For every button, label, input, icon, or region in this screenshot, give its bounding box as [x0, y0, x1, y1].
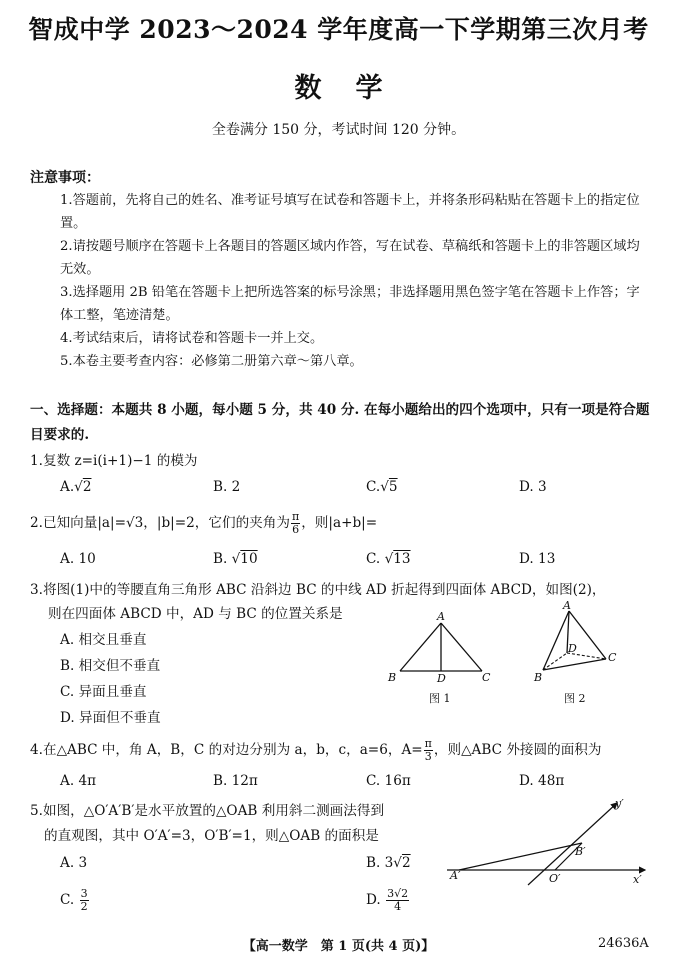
- label-B: B: [388, 671, 397, 684]
- q2-option-a: A. 10: [60, 551, 96, 567]
- figure-2: [528, 597, 648, 710]
- q3-option-d: D. 异面但不垂直: [60, 710, 161, 726]
- q4-option-b: B. 12π: [213, 773, 258, 789]
- q5-option-b: B. 3√2: [366, 855, 411, 871]
- label-C: C: [482, 671, 491, 684]
- paper-code: 24636A: [598, 936, 649, 951]
- subject-title: 数学: [294, 73, 417, 104]
- q4-option-d: D. 48π: [519, 773, 565, 789]
- question-5-line2: 的直观图，其中 O′A′=3，O′B′=1，则△OAB 的面积是: [44, 828, 379, 844]
- page-footer: 【高一数学 第 1 页(共 4 页)】: [242, 939, 435, 954]
- note-item: 4.考试结束后，请将试卷和答题卡一并上交。: [60, 331, 324, 346]
- exam-title: 智成中学 2023～2024 学年度高一下学期第三次月考: [28, 15, 649, 44]
- notes-heading: 注意事项：: [30, 170, 100, 186]
- q1-option-c: C.√5: [366, 479, 398, 495]
- figure-caption: 图 1: [429, 692, 451, 705]
- label-A: A: [437, 610, 445, 623]
- figure-q5: [445, 797, 655, 887]
- label-B: B: [534, 671, 543, 684]
- q5-option-a: A. 3: [60, 855, 88, 871]
- label-D: D: [568, 642, 577, 655]
- label-A: A′: [450, 869, 461, 882]
- question-4-stem: 4.在△ABC 中，角 A，B，C 的对边分别为 a，b，c，a=6，A= $\frac{\pi}{3}$ ，则△ABC 外接圆的面积为: [30, 737, 602, 763]
- note-item: 3.选择题用 2B 铅笔在答题卡上把所选答案的标号涂黑；非选择题用黑色签字笔在答题卡上作答；字体工整，笔迹清楚。: [60, 285, 640, 323]
- q5-option-d: D. $\frac{3√2}{4}$: [366, 887, 409, 913]
- note-item: 5.本卷主要考查内容：必修第二册第六章～第八章。: [60, 354, 363, 369]
- label-C: C: [608, 651, 617, 664]
- label-A: A: [563, 599, 571, 612]
- question-5-line1: 5.如图，△O′A′B′是水平放置的△OAB 利用斜二测画法得到: [30, 803, 385, 819]
- fraction: $\frac{\pi}{3}$: [424, 737, 432, 763]
- figure-1: [380, 605, 510, 710]
- question-2-stem: 2.已知向量|a|=√3，|b|=2，它们的夹角为 $\frac{\pi}{6}$ ，则|a+b|=: [30, 510, 378, 536]
- q2-option-b: B. √10: [213, 551, 258, 567]
- fraction: $\frac{3}{2}$: [80, 887, 88, 913]
- q3-option-a: A. 相交且垂直: [60, 632, 147, 648]
- q1-option-a: A.√2: [60, 479, 92, 495]
- label-O: O′: [549, 872, 561, 885]
- question-3-line2: 则在四面体 ABCD 中，AD 与 BC 的位置关系是: [48, 606, 343, 622]
- q2-option-c: C. √13: [366, 551, 411, 567]
- note-item: 2.请按题号顺序在答题卡上各题目的答题区域内作答，写在试卷、草稿纸和答题卡上的非答题区域均无效。: [60, 239, 640, 277]
- label-B: B′: [575, 845, 586, 858]
- q4-option-c: C. 16π: [366, 773, 411, 789]
- q1-option-d: D. 3: [519, 479, 547, 495]
- label-D: D: [437, 672, 446, 685]
- question-1-stem: 1.复数 z=i(i+1)−1 的模为: [30, 453, 198, 469]
- label-y: y′: [615, 797, 624, 810]
- q4-option-a: A. 4π: [60, 773, 97, 789]
- q1-option-b: B. 2: [213, 479, 241, 495]
- q3-option-c: C. 异面且垂直: [60, 684, 147, 700]
- exam-meta: 全卷满分 150 分，考试时间 120 分钟。: [211, 122, 466, 138]
- label-x: x′: [633, 873, 642, 886]
- note-item: 1.答题前，先将自己的姓名、准考证号填写在试卷和答题卡上，并将条形码粘贴在答题卡上的指定位置。: [60, 193, 640, 231]
- q3-option-b: B. 相交但不垂直: [60, 658, 161, 674]
- fraction: $\frac{\pi}{6}$: [291, 510, 300, 536]
- q5-option-c: C. $\frac{3}{2}$: [60, 887, 88, 913]
- question-3-line1: 3.将图(1)中的等腰直角三角形 ABC 沿斜边 BC 的中线 AD 折起得到四面体 ABCD，如图(2)，: [30, 582, 606, 598]
- section-heading: 一、选择题：本题共 8 小题，每小题 5 分，共 40 分. 在每小题给出的四个选项中，只有一项是符合题目要求的.: [30, 402, 650, 443]
- figure-caption: 图 2: [564, 692, 586, 705]
- fraction: $\frac{3√2}{4}$: [387, 887, 409, 913]
- q2-option-d: D. 13: [519, 551, 556, 567]
